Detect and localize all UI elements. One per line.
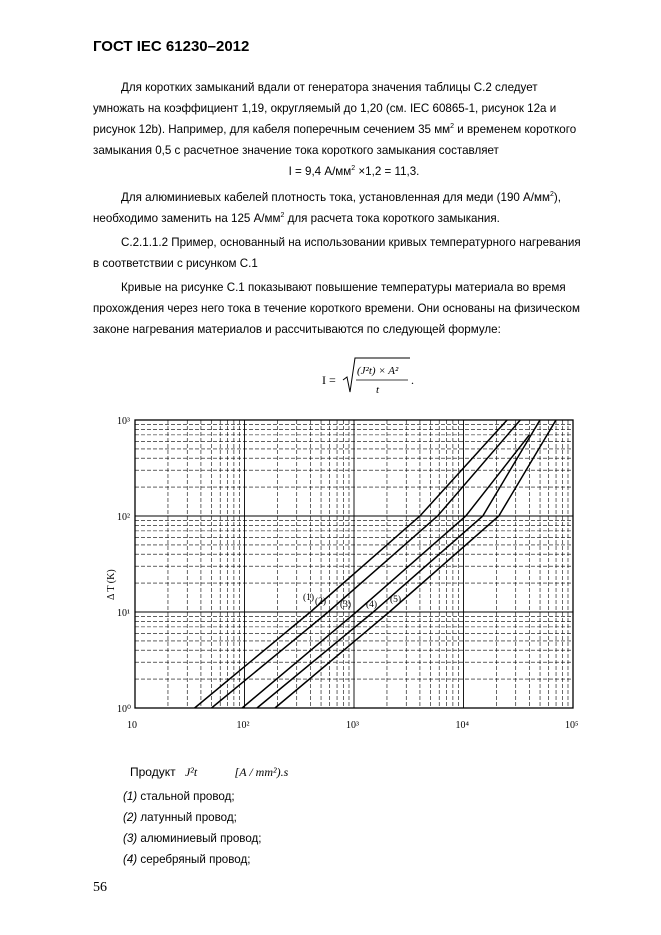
curve-label: (2) — [315, 597, 327, 607]
page-number: 56 — [93, 880, 107, 895]
eq1a: I = 9,4 А/мм — [288, 165, 352, 178]
formula-denominator: t — [376, 384, 380, 396]
legend-item-4 — [123, 853, 250, 866]
series-line-3 — [242, 435, 529, 708]
curve-label: (3) — [340, 600, 352, 610]
formula-numerator: (J²t) × A² — [357, 365, 399, 377]
p3-line2: в соответствии с рисунком С.1 — [93, 257, 258, 270]
p1-line3a: рисунок 12b). Например, для кабеля поперечным сечением 35 мм — [93, 123, 451, 136]
eq1b: ×1,2 = 11,3. — [355, 165, 420, 178]
x-caption-unit: [A / mm²).s — [234, 765, 289, 779]
formula-lhs: I = — [322, 373, 336, 387]
formula-tail: . — [411, 373, 414, 387]
legend-num: (2) — [123, 811, 138, 824]
p1-line3b: и временем короткого — [454, 123, 577, 136]
y-tick-label: 10² — [117, 512, 130, 523]
legend-text: латунный провод; — [137, 811, 237, 824]
x-caption-prefix: Продукт — [130, 765, 176, 779]
p2-line1b: ), — [553, 191, 561, 204]
sup: 2 — [280, 212, 285, 220]
x-tick-label: 10 — [127, 720, 137, 731]
sup: 2 — [549, 191, 554, 199]
x-tick-label: 10³ — [346, 720, 359, 731]
series-line-4 — [257, 420, 540, 708]
legend-num: (4) — [123, 853, 138, 866]
x-tick-label: 10⁴ — [455, 720, 469, 731]
page-header: ГОСТ IEC 61230–2012 — [93, 38, 250, 55]
p4-line1: Кривые на рисунке С.1 показывают повышение температуры материала во время — [121, 281, 566, 294]
series-line-1 — [195, 420, 508, 708]
p2-line2a: необходимо заменить на 125 А/мм — [93, 212, 281, 225]
legend-text: серебряный провод; — [137, 853, 251, 866]
legend-text: алюминиевый провод; — [137, 832, 262, 845]
p2-line1a: Для алюминиевых кабелей плотность тока, установленная для меди (190 А/мм — [121, 191, 550, 204]
legend-num: (3) — [123, 832, 138, 845]
p4-line2: прохождения через него тока в течение короткого времени. Они основаны на физическом — [93, 302, 580, 315]
p1-line4: замыкания 0,5 с расчетное значение тока короткого замыкания составляет — [93, 144, 499, 157]
y-tick-label: 10¹ — [117, 608, 130, 619]
legend-num: (1) — [123, 790, 138, 803]
x-tick-label: 10² — [236, 720, 250, 731]
y-tick-label: 10³ — [117, 416, 130, 427]
p1-line2: умножать на коэффициент 1,19, округляемый до 1,20 (см. IEC 60865-1, рисунок 12а и — [93, 102, 557, 115]
x-caption-math: J²t — [184, 765, 198, 779]
curve-label: (1) — [303, 593, 315, 603]
x-axis-caption — [130, 765, 288, 780]
sup: 2 — [351, 165, 356, 173]
y-axis-label: Δ T (K) — [106, 569, 117, 600]
y-tick-label: 10⁰ — [117, 704, 132, 715]
p4-line3: законе нагревания материалов и рассчитываются по следующей формуле: — [93, 323, 501, 336]
p3-line1: С.2.1.1.2 Пример, основанный на использовании кривых температурного нагревания — [121, 236, 581, 249]
legend-item-3 — [123, 832, 262, 845]
legend-text: стальной провод; — [137, 790, 235, 803]
sup: 2 — [450, 123, 455, 131]
x-tick-label: 10⁵ — [565, 720, 579, 731]
curve-label: (5) — [390, 595, 402, 605]
curve-label: (4) — [366, 600, 378, 610]
p2-line2b: для расчета тока короткого замыкания. — [284, 212, 500, 225]
legend-item-2 — [123, 811, 237, 824]
legend-item-1 — [123, 790, 235, 803]
p1-line1: Для коротких замыканий вдали от генератора значения таблицы С.2 следует — [121, 81, 538, 94]
